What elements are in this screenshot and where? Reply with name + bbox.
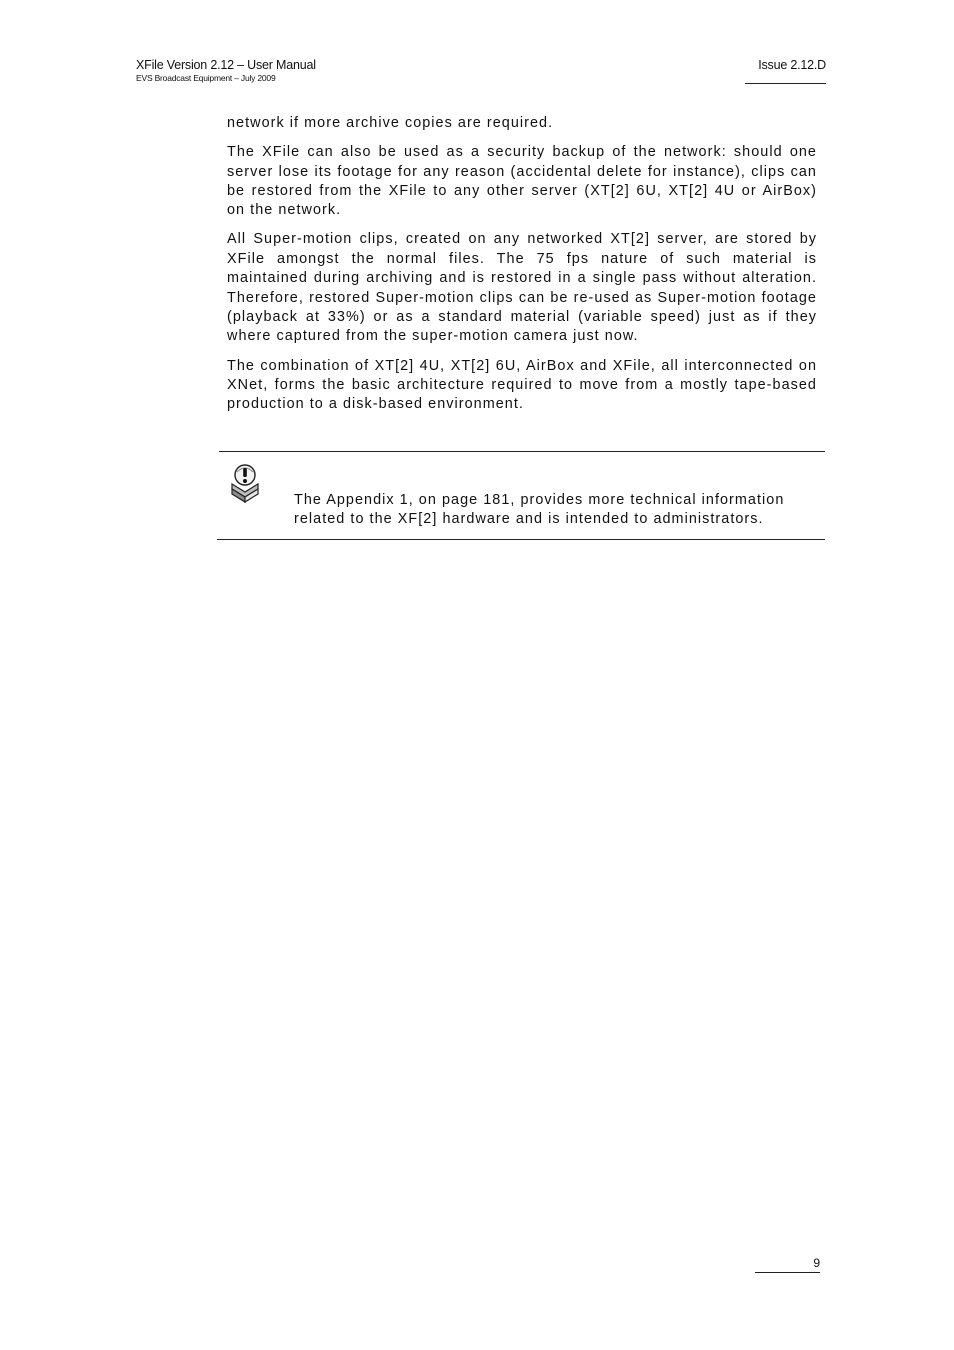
note-top-rule (219, 451, 825, 452)
body-paragraph: All Super-motion clips, created on any networked XT[2] server, are stored by XFile amongst the normal files. The 75 fps nature of such material is maintained during archiving and is restored in a single pass without alteration. Therefore, restored Super-motion clips can be re-used as Super-motion footage (playback at 33%) or as a standard material (variable speed) just as if they where captured from the super-motion camera just now. (227, 231, 817, 345)
body-paragraph: The XFile can also be used as a security backup of the network: should one server lose its footage for any reason (accidental delete for instance), clips can be restored from the XFile to any other server (XT[2] 6U, XT[2] 4U or AirBox) on the network. (227, 144, 817, 219)
manual-subtitle: EVS Broadcast Equipment – July 2009 (136, 73, 276, 83)
issue-label: Issue 2.12.D (745, 57, 826, 84)
manual-title: XFile Version 2.12 – User Manual (136, 58, 316, 72)
body-content (227, 114, 817, 424)
body-paragraph: The combination of XT[2] 4U, XT[2] 6U, AirBox and XFile, all interconnected on XNet, forms the basic architecture required to move from a mostly tape-based production to a disk-based environment. (227, 357, 817, 413)
note-text: The Appendix 1, on page 181, provides more technical information related to the XF[2] hardware and is intended to administrators. (294, 492, 785, 528)
note-bottom-rule (217, 539, 825, 540)
body-paragraph: network if more archive copies are required. (227, 115, 554, 131)
page-header (136, 57, 316, 83)
page-number: 9 (755, 1256, 820, 1273)
important-note-icon (228, 462, 262, 504)
